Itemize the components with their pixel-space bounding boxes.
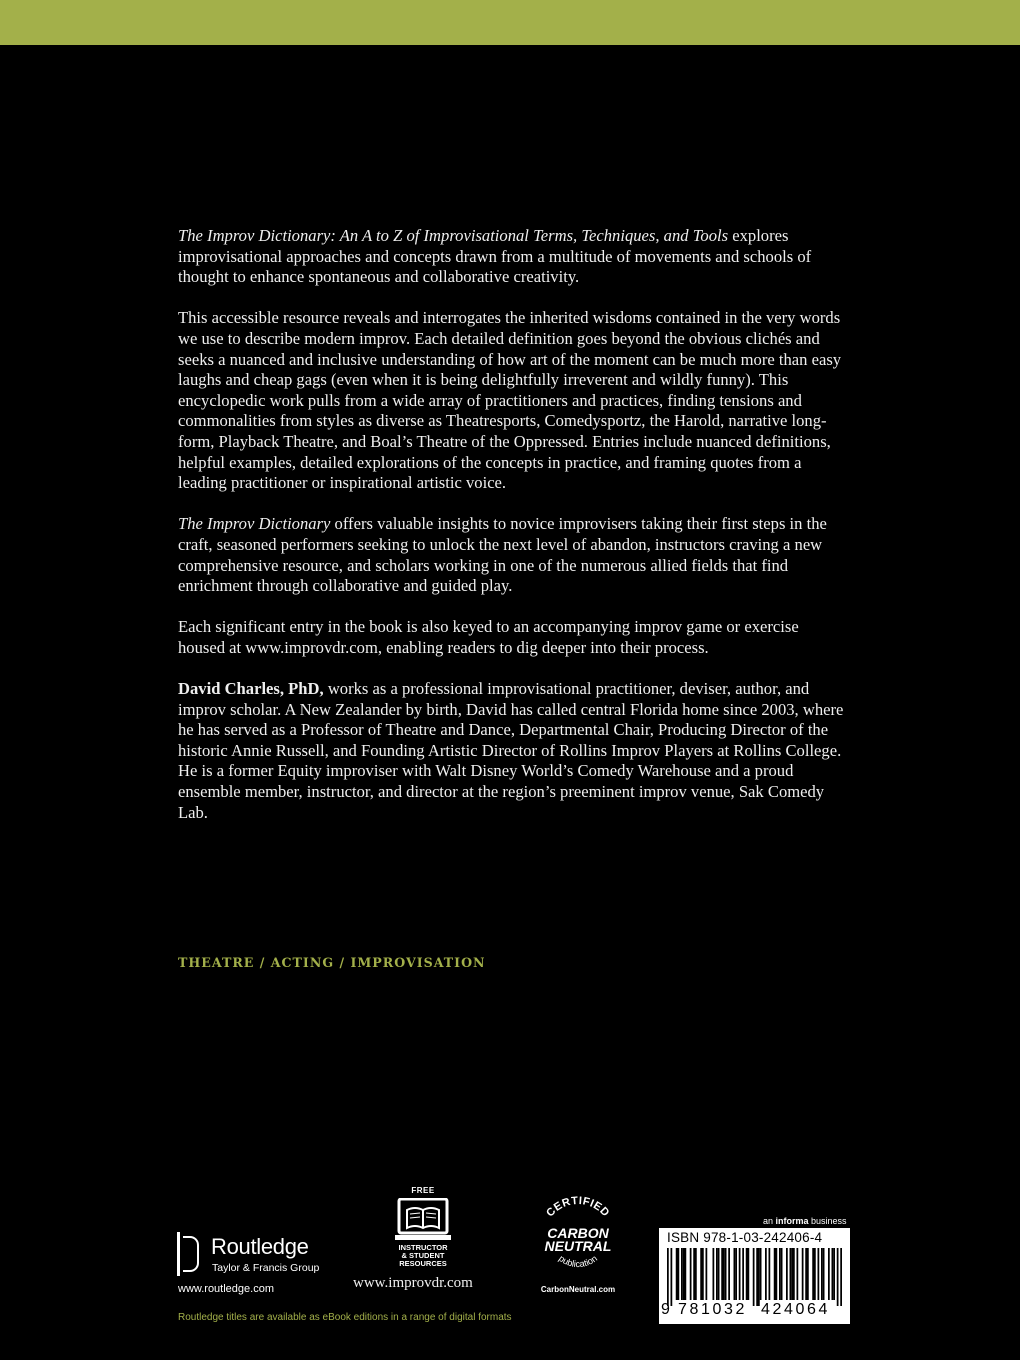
svg-text:CERTIFIED [544,1196,611,1219]
blurb-paragraph-3: The Improv Dictionary offers valuable insights to novice improvisers taking their first steps in the craft, seasoned performers seeking to unlock the next level of abandon, instructors craving a new comprehensive resource, and scholars working in one of the numerous allied fields that find enrichment through collaborative and guided play. [178,514,827,596]
barcode-bar [702,1248,704,1300]
book-screen-icon [395,1198,451,1242]
barcode-bar [725,1248,727,1300]
blurb-paragraph-4: Each significant entry in the book is also keyed to an accompanying improv game or exercise housed at www.improvdr.com, enabling readers to dig deeper into their process. [178,617,799,657]
barcode-bar [735,1248,737,1300]
blurb-paragraph-1: The Improv Dictionary: An A to Z of Improvisational Terms, Techniques, and Tools explores improvisational approaches and concepts drawn from a multitude of movements and schools of thought to enhance spontaneous and collaborative creativity. [178,226,812,287]
isbn-barcode: ISBN 978-1-03-242406-4 9 781032 424064 [659,1228,850,1324]
carbon-neutral-url: CarbonNeutral.com [540,1285,616,1294]
barcode-bar [753,1248,755,1306]
barcode-bar [769,1248,771,1300]
publication-text: publication [556,1253,600,1270]
barcode-bar [676,1248,678,1300]
barcode-bar [791,1248,793,1300]
barcode-bar [706,1248,708,1300]
barcode-bar [690,1248,692,1300]
certified-text: CERTIFIED [544,1196,612,1220]
barcode-bar [746,1248,748,1300]
book-title-italic: The Improv Dictionary [178,514,331,534]
barcode-bar [748,1248,750,1300]
barcode-bar [739,1248,741,1300]
barcode-bar [781,1248,783,1300]
barcode-bars [659,1248,850,1306]
barcode-bar [700,1248,702,1300]
barcode-bar [734,1248,736,1300]
barcode-bar [681,1248,683,1300]
barcode-bar [833,1248,835,1300]
publisher-name: Routledge [211,1234,309,1259]
barcode-bar [756,1248,758,1306]
barcode-bar [805,1248,807,1300]
barcode-bar [678,1248,680,1300]
resources-label: INSTRUCTOR & STUDENT RESOURCES [398,1243,448,1268]
informa-business-label: an informa business [763,1216,847,1226]
barcode-bar [823,1248,825,1300]
improvdr-url: www.improvdr.com [353,1275,473,1291]
barcode-bar [721,1248,723,1300]
barcode-bar [685,1248,687,1300]
barcode-bar [728,1248,730,1300]
carbon-text: CARBON [547,1225,609,1241]
barcode-bar [765,1248,767,1300]
neutral-text: NEUTRAL [544,1238,612,1254]
barcode-bar [786,1248,788,1300]
barcode-bar [683,1248,685,1300]
barcode-bar [774,1248,776,1300]
barcode-bar [812,1248,814,1300]
barcode-bar [807,1248,809,1300]
barcode-bar [790,1248,792,1300]
routledge-r-icon [177,1232,203,1276]
subject-category: THEATRE / ACTING / IMPROVISATION [178,955,486,970]
barcode-bar [797,1248,799,1300]
barcode-bar [776,1248,778,1300]
carbon-neutral-logo [530,1196,626,1296]
isbn-number: ISBN 978-1-03-242406-4 [667,1230,823,1245]
book-title-italic: The Improv Dictionary: An A to Z of Improvisational Terms, Techniques, and Tools [178,226,729,245]
barcode-bar [821,1248,823,1300]
barcode-bar [758,1248,760,1306]
ebook-note: Routledge titles are available as eBook editions in a range of digital formats [178,1312,512,1323]
barcode-bar [742,1248,744,1300]
author-name: David Charles, PhD, [178,679,324,699]
barcode-bar [793,1248,795,1300]
barcode-bar [779,1248,781,1300]
barcode-bar [760,1248,762,1300]
author-bio: David Charles, PhD, works as a professional improvisational practitioner, deviser, author, and improv scholar. A New Zealander by birth, David has called central Florida home since 2003, where he has served as a Professor of Theatre and Dance, Departmental Chair, Producing Director of the historic Annie Russell, and Founding Artistic Director of Rollins Improv Players at Rollins College. He is a former Equity improviser with Walt Disney World’s Comedy Warehouse and a proud ensemble member, instructor, and director at the region’s preeminent improv venue, Sak Comedy Lab. [178,679,844,822]
barcode-bar [716,1248,718,1300]
barcode-bar [818,1248,820,1300]
barcode-bar [695,1248,697,1300]
barcode-bar [693,1248,695,1300]
free-label: FREE [411,1186,435,1195]
barcode-bar [828,1248,830,1300]
barcode-bar [671,1248,673,1306]
free-resources-badge [385,1186,461,1271]
routledge-logo [177,1232,357,1282]
back-cover-blurb [178,226,848,844]
top-color-band [0,0,1020,45]
svg-text:publication [557,1253,599,1269]
barcode-bar [667,1248,669,1306]
barcode-bar [723,1248,725,1300]
blurb-paragraph-2: This accessible resource reveals and interrogates the inherited wisdoms contained in the very words we use to describe modern improv. Each detailed definition goes beyond the obvious clichés and seeks a nuanced and inclusive understanding of how art of the moment can be much more than easy laughs and cheap gags (even when it is being delightfully irreverent and wildly funny). This encyclopedic work pulls from a wide array of practitioners and practices, finding tensions and commonalities from styles as diverse as Theatresports, Comedysportz, the Harold, narrative long-form, Playback Theatre, and Boal’s Theatre of the Oppressed. Entries include nuanced definitions, helpful examples, detailed explorations of the concepts in practice, and framing quotes from a leading practitioner or inspirational artistic voice. [178,308,842,493]
barcode-bar [814,1248,816,1300]
barcode-bar [718,1248,720,1300]
barcode-bar [840,1248,842,1306]
barcode-bar [837,1248,839,1306]
barcode-bar [832,1248,834,1300]
barcode-bar [713,1248,715,1300]
publisher-url: www.routledge.com [178,1283,274,1295]
barcode-bar [802,1248,804,1300]
publisher-group: Taylor & Francis Group [212,1262,320,1274]
